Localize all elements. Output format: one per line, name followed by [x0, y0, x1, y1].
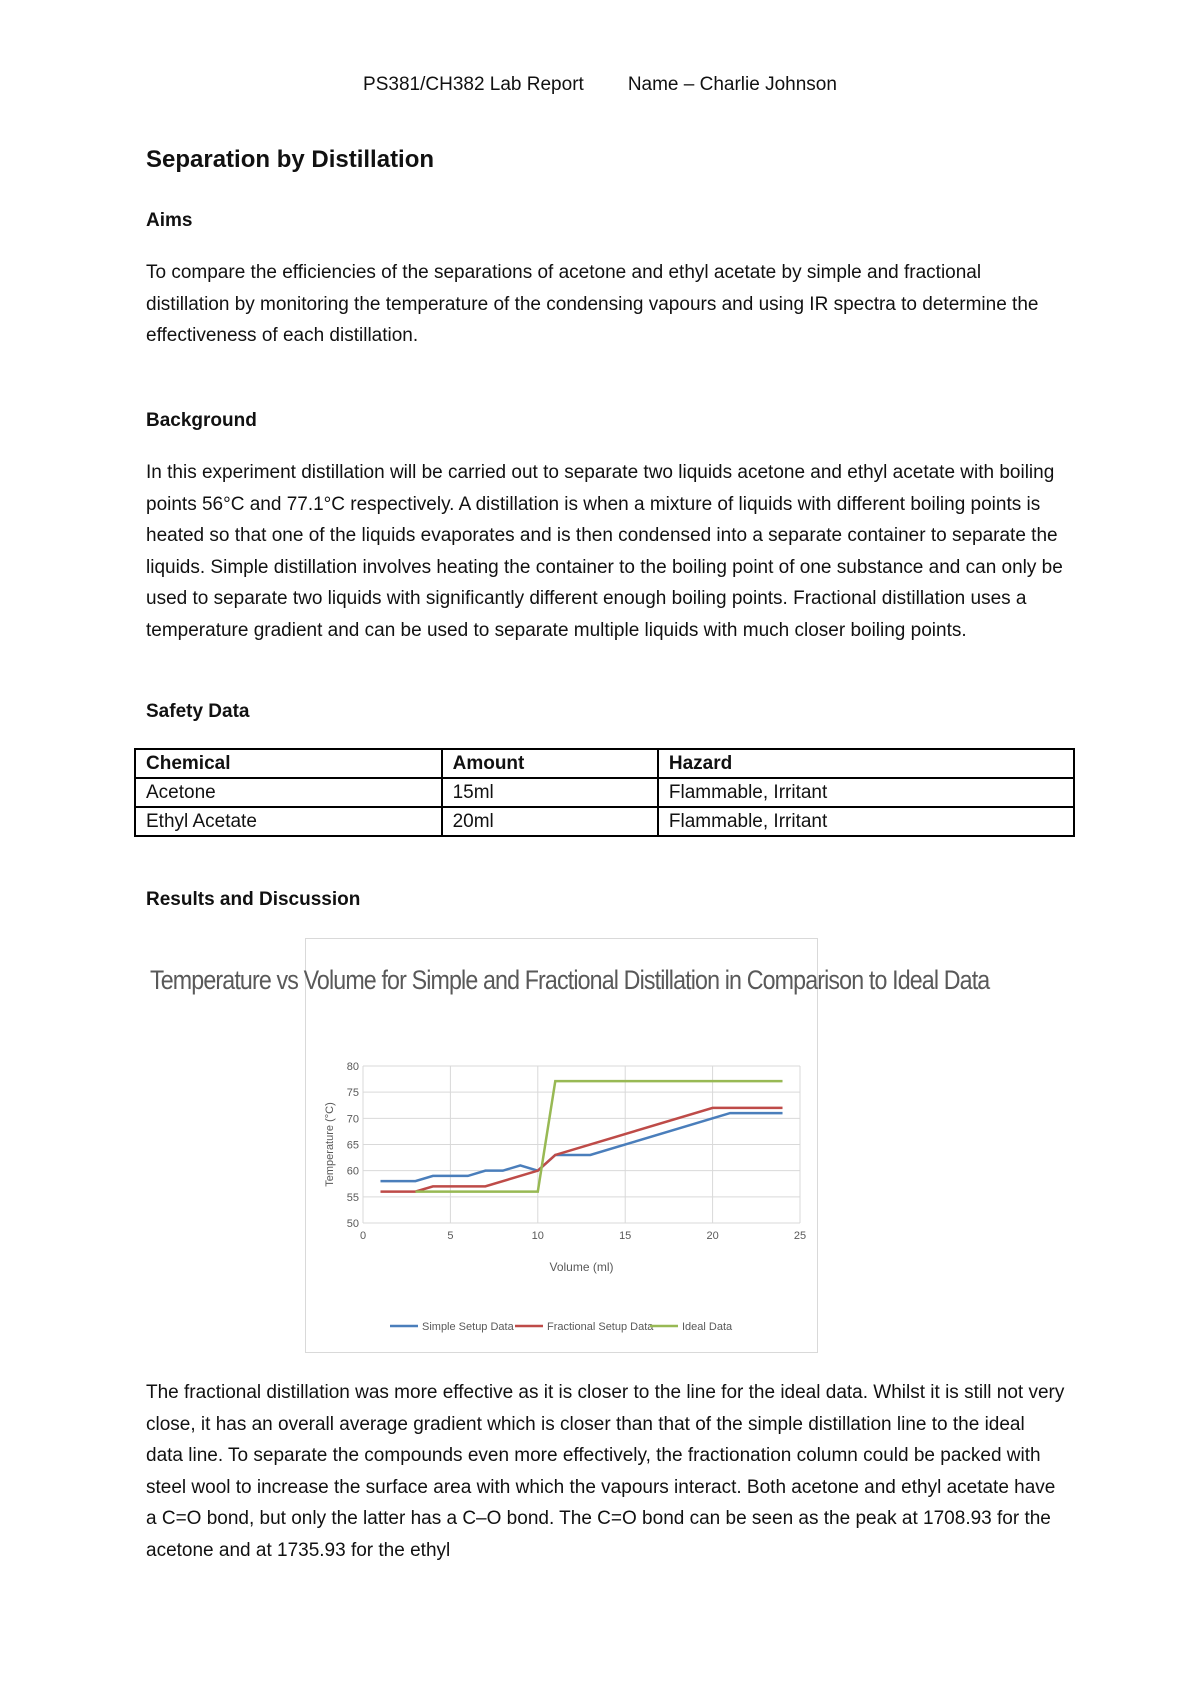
table-cell: Acetone [135, 778, 442, 807]
y-tick-label: 65 [346, 1139, 359, 1152]
background-text: In this experiment distillation will be carried out to separate two liquids acetone and ethyl acetate with boiling points 56°C and 77.1°C respectively. A distillation is when a mixture of liquids with different boiling points is heated so that one of the liquids evaporates and is then condensed into a separate container to separate the liquids. Simple distillation involves heating the container to the boiling point of one substance and can only be used to separate two liquids with significantly different enough boiling points. Fractional distillation uses a temperature gradient and can be used to separate multiple liquids with much closer boiling points. [146, 462, 1063, 641]
legend-entry: Fractional Setup Data [547, 1321, 654, 1333]
y-tick-label: 50 [346, 1218, 359, 1230]
line-chart [305, 1040, 825, 1351]
x-tick-label: 15 [619, 1230, 632, 1242]
document-title: Separation by Distillation [146, 146, 435, 173]
table-cell: Flammable, Irritant [658, 807, 1074, 836]
x-tick-label: 20 [706, 1230, 719, 1242]
x-tick-label: 10 [531, 1230, 544, 1242]
aims-heading: Aims [146, 210, 193, 231]
y-tick-label: 70 [346, 1113, 359, 1126]
column-header: Hazard [658, 749, 1074, 778]
x-tick-label: 0 [359, 1230, 367, 1242]
y-tick-label: 60 [346, 1165, 359, 1178]
table-cell: Flammable, Irritant [658, 778, 1074, 807]
safety-heading: Safety Data [146, 701, 250, 722]
table-cell: 20ml [442, 807, 658, 836]
column-header: Amount [442, 749, 658, 778]
safety-table [134, 748, 1075, 837]
column-header: Chemical [135, 749, 442, 778]
page-header [0, 74, 1200, 96]
table-cell: 15ml [442, 778, 658, 807]
aims-text: To compare the efficiencies of the separations of acetone and ethyl acetate by simple and fractional distillation by monitoring the temperature of the condensing vapours and using IR spectra to determine the effectiveness of each distillation. [146, 262, 1039, 346]
table-row [135, 807, 1074, 836]
table-cell: Ethyl Acetate [135, 807, 442, 836]
chart-title: Temperature vs Volume for Simple and Fractional Distillation in Comparison to Ideal Data [150, 965, 990, 995]
results-text: The fractional distillation was more effective as it is closer to the line for the ideal data. Whilst it is still not very close, it has an overall average gradient which is closer than that of the simple distillation line to the ideal data line. To separate the compounds even more effectively, the fractionation column could be packed with steel wool to increase the surface area with which the vapours interact. Both acetone and ethyl acetate have a C=O bond, but only the latter has a C–O bond. The C=O bond can be seen as the peak at 1708.93 for the acetone and at 1735.93 for the ethyl [146, 1382, 1065, 1561]
y-axis-label: Temperature (°C) [324, 1102, 336, 1187]
y-tick-label: 75 [346, 1087, 359, 1100]
background-heading: Background [146, 410, 257, 431]
series-line-fractional-setup-data [380, 1108, 782, 1192]
x-tick-label: 5 [447, 1230, 454, 1242]
legend-entry: Ideal Data [682, 1321, 733, 1333]
y-tick-label: 80 [346, 1061, 359, 1073]
results-heading: Results and Discussion [146, 889, 361, 910]
legend-entry: Simple Setup Data [422, 1321, 514, 1333]
y-tick-label: 55 [346, 1191, 359, 1204]
x-axis-label: Volume (ml) [549, 1260, 614, 1274]
x-tick-label: 25 [793, 1230, 807, 1242]
author-name: Name – Charlie Johnson [627, 74, 837, 95]
table-header-row [135, 749, 1074, 778]
table-row [135, 778, 1074, 807]
course-label: PS381/CH382 Lab Report [363, 74, 584, 95]
